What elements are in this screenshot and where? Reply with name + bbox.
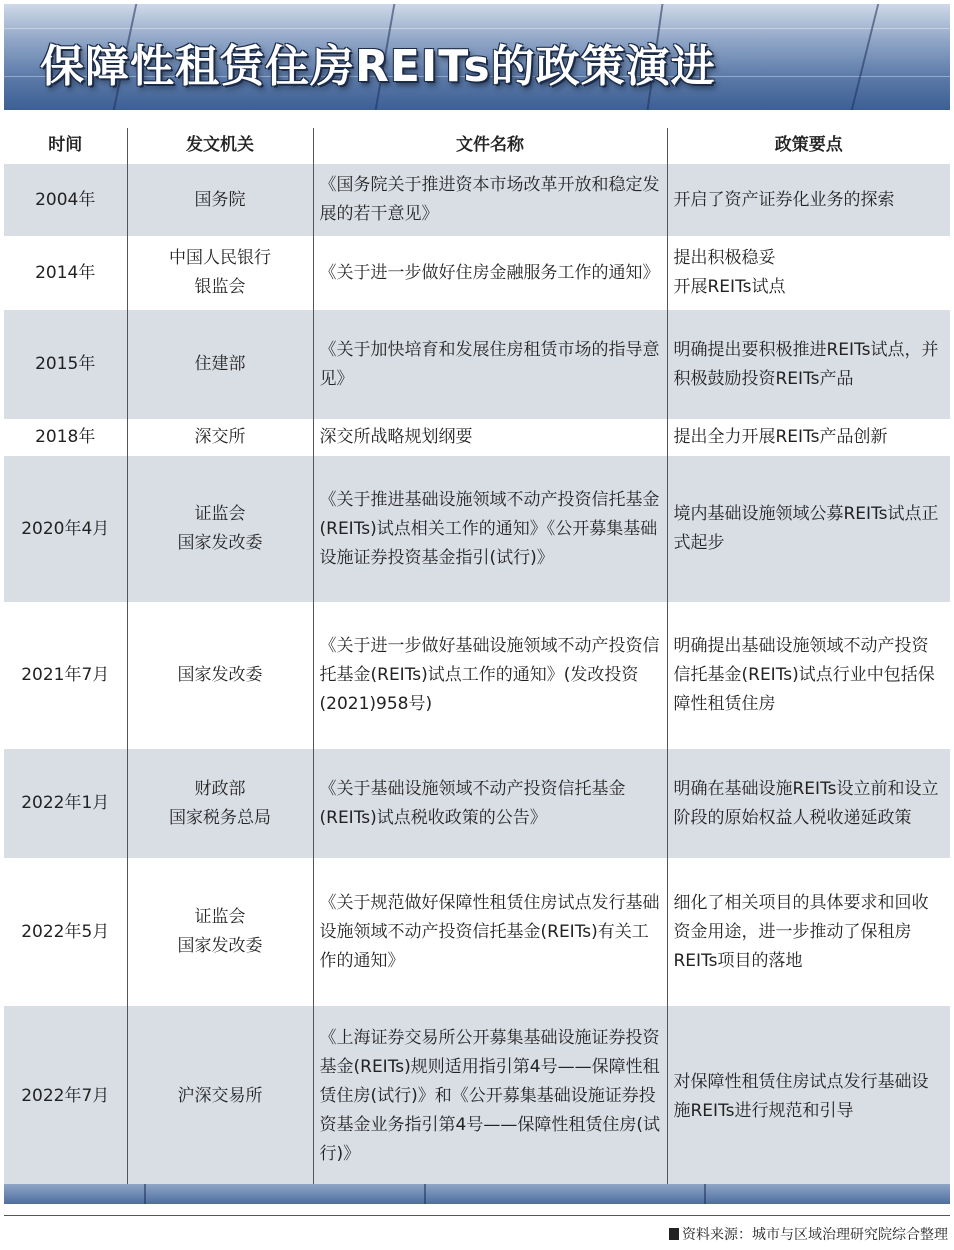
cell-policy-point: 提出积极稳妥 开展REITs试点: [667, 237, 950, 310]
cell-document: 《关于基础设施领域不动产投资信托基金(REITs)试点税收政策的公告》: [313, 749, 667, 859]
cell-document: 《上海证券交易所公开募集基础设施证券投资基金(REITs)规则适用指引第4号——保障性租赁住房(试行)》和《公开募集基础设施证券投资基金业务指引第4号——保障性租赁住房(试行)》: [313, 1006, 667, 1188]
cell-policy-point: 境内基础设施领域公募REITs试点正式起步: [667, 456, 950, 603]
table-row: [4, 603, 950, 749]
cell-time: 2021年7月: [4, 603, 127, 749]
footer-divider: [4, 1215, 950, 1216]
header-time: 时间: [4, 128, 127, 164]
cell-document: 《关于进一步做好基础设施领域不动产投资信托基金(REITs)试点工作的通知》(发改投资(2021)958号): [313, 603, 667, 749]
cell-time: 2022年7月: [4, 1006, 127, 1188]
banner-decor-frame: [144, 1184, 146, 1204]
cell-issuer: 中国人民银行 银监会: [127, 237, 313, 310]
cell-issuer: 住建部: [127, 310, 313, 420]
cell-issuer: 深交所: [127, 420, 313, 456]
cell-issuer: 国务院: [127, 164, 313, 237]
cell-document: 深交所战略规划纲要: [313, 420, 667, 456]
banner-decor-line: [4, 28, 950, 29]
banner-decor-frame: [851, 4, 879, 110]
table-row: [4, 164, 950, 237]
cell-policy-point: 明确提出基础设施领域不动产投资信托基金(REITs)试点行业中包括保障性租赁住房: [667, 603, 950, 749]
source-note: [669, 1224, 948, 1244]
banner-decor-frame: [704, 1184, 706, 1204]
cell-document: 《国务院关于推进资本市场改革开放和稳定发展的若干意见》: [313, 164, 667, 237]
cell-policy-point: 细化了相关项目的具体要求和回收资金用途，进一步推动了保租房REITs项目的落地: [667, 859, 950, 1006]
cell-time: 2004年: [4, 164, 127, 237]
cell-time: 2015年: [4, 310, 127, 420]
cell-issuer: 证监会 国家发改委: [127, 859, 313, 1006]
policy-table: [4, 128, 950, 1188]
title-banner: [4, 4, 950, 110]
table-row: [4, 859, 950, 1006]
cell-time: 2018年: [4, 420, 127, 456]
header-document: 文件名称: [313, 128, 667, 164]
cell-time: 2022年1月: [4, 749, 127, 859]
cell-policy-point: 明确提出要积极推进REITs试点，并积极鼓励投资REITs产品: [667, 310, 950, 420]
cell-time: 2014年: [4, 237, 127, 310]
table-header-row: [4, 128, 950, 164]
cell-issuer: 财政部 国家税务总局: [127, 749, 313, 859]
cell-time: 2020年4月: [4, 456, 127, 603]
banner-decor-frame: [424, 1184, 426, 1204]
table-row: [4, 1006, 950, 1188]
header-issuer: 发文机关: [127, 128, 313, 164]
cell-issuer: 国家发改委: [127, 603, 313, 749]
cell-issuer: 沪深交易所: [127, 1006, 313, 1188]
cell-document: 《关于加快培育和发展住房租赁市场的指导意见》: [313, 310, 667, 420]
table-row: [4, 310, 950, 420]
page-title: 保障性租赁住房REITs的政策演进: [40, 41, 716, 92]
source-text: 资料来源：城市与区域治理研究院综合整理: [682, 1227, 948, 1243]
table-row: [4, 749, 950, 859]
table-row: [4, 456, 950, 603]
header-policy-point: 政策要点: [667, 128, 950, 164]
cell-document: 《关于推进基础设施领域不动产投资信托基金(REITs)试点相关工作的通知》《公开募集基础设施证券投资基金指引(试行)》: [313, 456, 667, 603]
cell-document: 《关于规范做好保障性租赁住房试点发行基础设施领域不动产投资信托基金(REITs)有关工作的通知》: [313, 859, 667, 1006]
cell-policy-point: 提出全力开展REITs产品创新: [667, 420, 950, 456]
table-row: [4, 237, 950, 310]
cell-policy-point: 对保障性租赁住房试点发行基础设施REITs进行规范和引导: [667, 1006, 950, 1188]
cell-time: 2022年5月: [4, 859, 127, 1006]
cell-policy-point: 开启了资产证券化业务的探索: [667, 164, 950, 237]
table-row: [4, 420, 950, 456]
cell-issuer: 证监会 国家发改委: [127, 456, 313, 603]
footer-banner: [4, 1184, 950, 1204]
cell-document: 《关于进一步做好住房金融服务工作的通知》: [313, 237, 667, 310]
cell-policy-point: 明确在基础设施REITs设立前和设立阶段的原始权益人税收递延政策: [667, 749, 950, 859]
square-bullet-icon: [669, 1228, 679, 1240]
